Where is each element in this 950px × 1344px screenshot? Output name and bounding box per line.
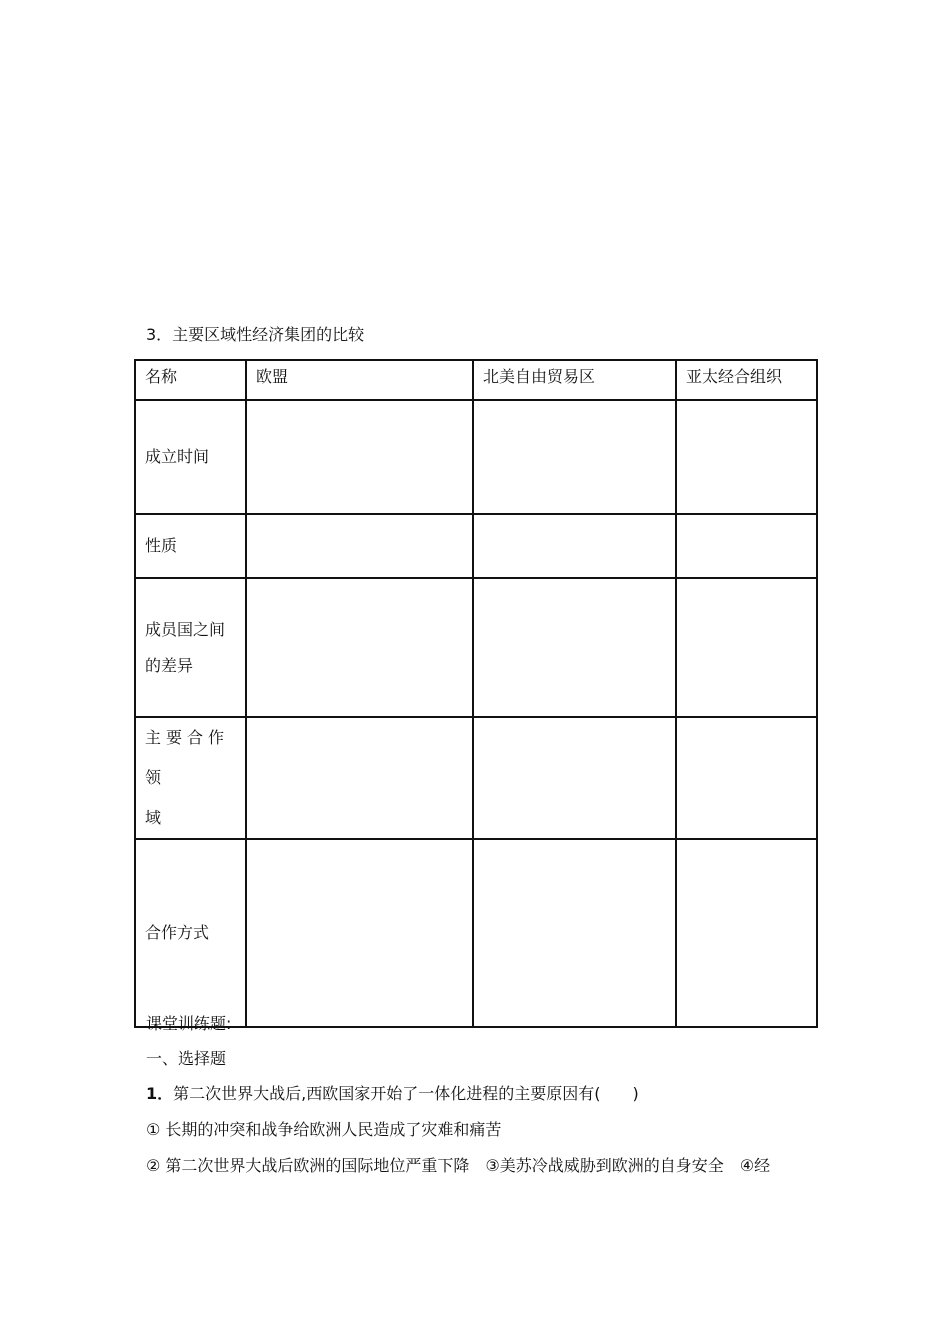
comparison-table: [134, 359, 818, 1028]
section-title: 3．主要区域性经济集团的比较: [146, 325, 365, 344]
table-cell: [473, 717, 676, 839]
row-label-text: 成员国之间: [145, 619, 226, 639]
choice-section-heading: 一、选择题: [146, 1049, 227, 1068]
row-label-text: 主要合作领: [145, 728, 230, 787]
row-label-cooperation-fields: [135, 717, 246, 839]
header-eu: 欧盟: [246, 360, 473, 400]
table-cell: [473, 578, 676, 717]
table-header-row: [135, 360, 817, 400]
table-cell: [473, 514, 676, 578]
question-1: [146, 1084, 639, 1104]
table-row-cooperation-mode: [135, 839, 817, 1027]
table-cell: [246, 839, 473, 1027]
table-cell: [676, 717, 817, 839]
question-1-option-line-1: ① 长期的冲突和战争给欧洲人民造成了灾难和痛苦: [146, 1120, 502, 1139]
table-row-member-differences: [135, 578, 817, 717]
row-label-cooperation-mode: [135, 839, 246, 1027]
table-row-cooperation-fields: [135, 717, 817, 839]
table-cell: [473, 400, 676, 514]
table-cell: [246, 514, 473, 578]
table-cell: [676, 839, 817, 1027]
header-apec: 亚太经合组织: [676, 360, 817, 400]
row-label-founding-time: [135, 400, 246, 514]
practice-heading: 课堂训练题:: [146, 1014, 232, 1033]
table-cell: [246, 400, 473, 514]
table-cell: [473, 839, 676, 1027]
row-label-text: 的差异: [145, 655, 194, 675]
question-1-option-line-2: ② 第二次世界大战后欧洲的国际地位严重下降 ③美苏冷战威胁到欧洲的自身安全 ④经: [146, 1156, 771, 1175]
table-row-founding-time: [135, 400, 817, 514]
row-label-text: 成立时间: [145, 447, 210, 466]
row-label-text: 域: [145, 808, 167, 827]
table-cell: [676, 514, 817, 578]
table-cell: [246, 717, 473, 839]
header-nafta: 北美自由贸易区: [473, 360, 676, 400]
header-name: 名称: [135, 360, 246, 400]
table-cell: [676, 578, 817, 717]
row-label-member-differences: [135, 578, 246, 717]
row-label-text: 合作方式: [145, 923, 210, 942]
row-label-text: 性质: [145, 536, 178, 555]
row-label-nature: [135, 514, 246, 578]
table-cell: [676, 400, 817, 514]
table-cell: [246, 578, 473, 717]
question-stem: 第二次世界大战后,西欧国家开始了一体化进程的主要原因有( ): [173, 1084, 639, 1103]
question-number: 1．: [146, 1084, 174, 1103]
table-row-nature: [135, 514, 817, 578]
